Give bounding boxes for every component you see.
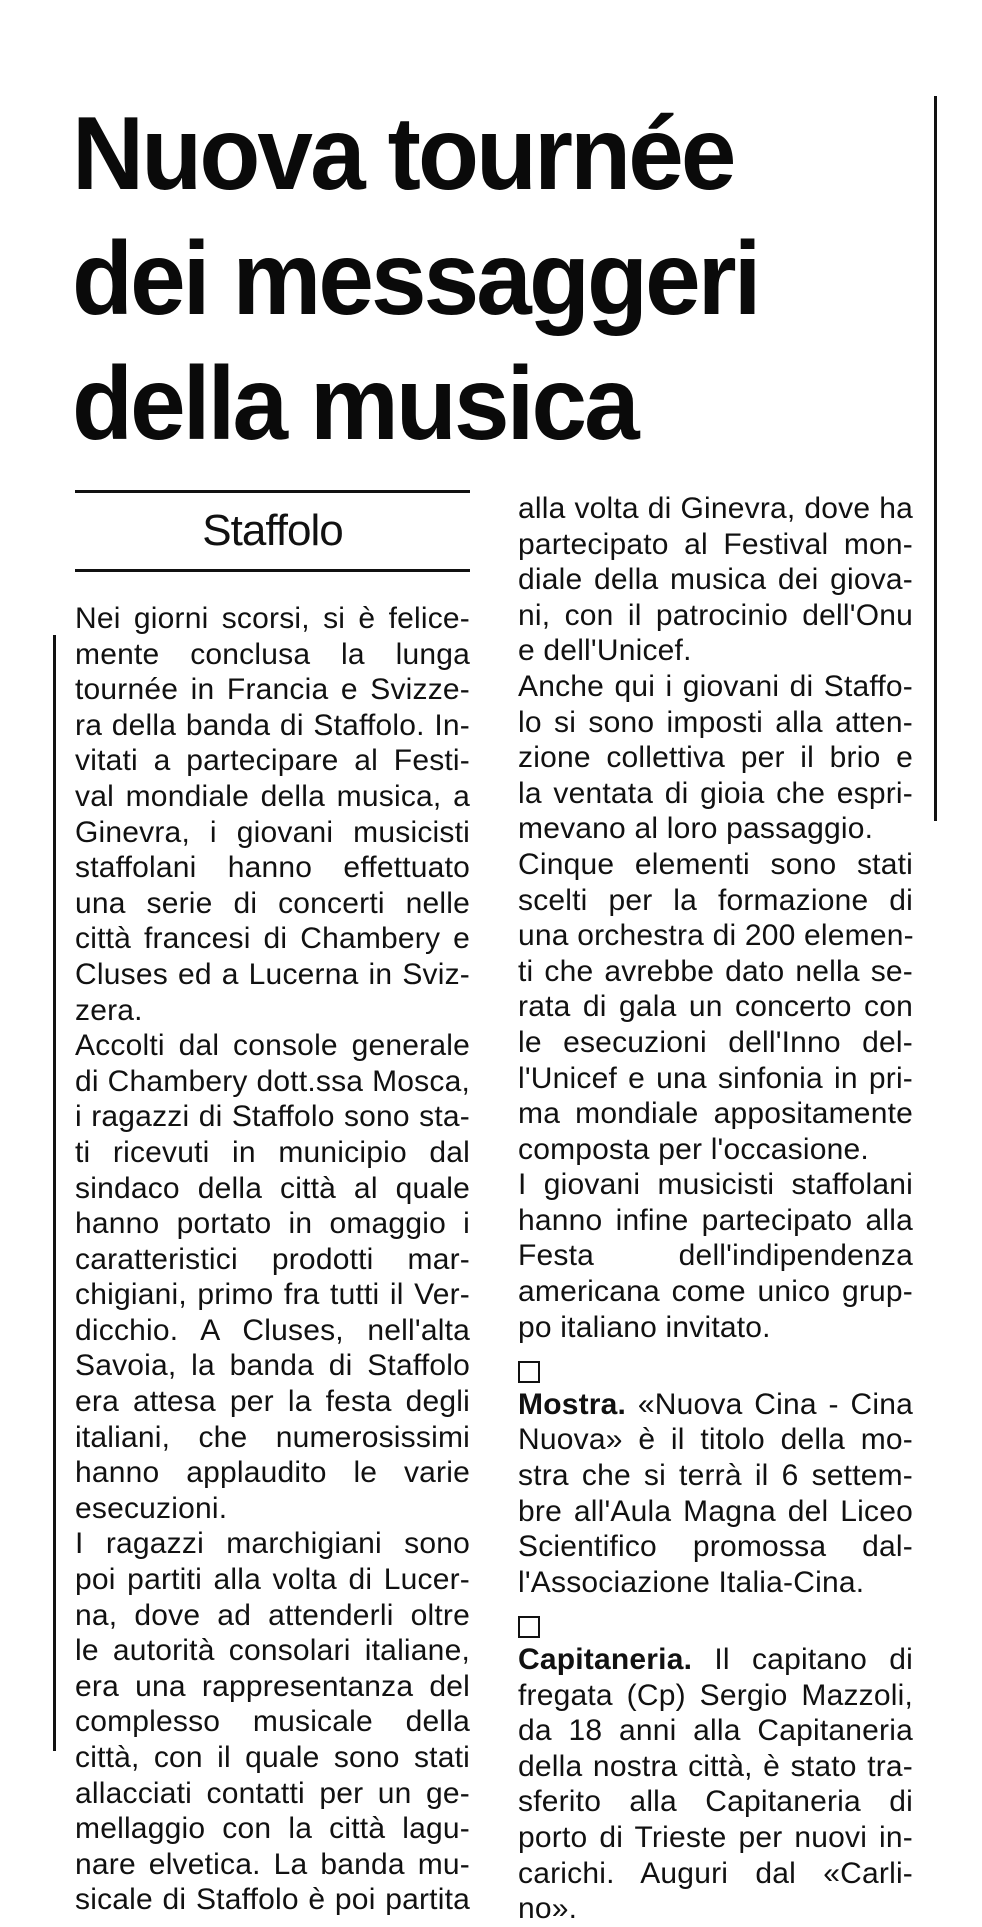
text-line bbox=[518, 1387, 913, 1423]
text-line: na, dove ad attenderli oltre bbox=[75, 1598, 470, 1632]
text-line: lo si sono imposti alla atten- bbox=[518, 705, 913, 739]
text-line: I ragazzi marchigiani sono bbox=[75, 1527, 470, 1561]
text-line: città, con il quale sono stati bbox=[75, 1741, 470, 1774]
brief-title: Capitaneria. bbox=[518, 1643, 693, 1676]
text-line: bre all'Aula Magna del Liceo bbox=[518, 1494, 913, 1528]
text-line: fregata (Cp) Sergio Mazzoli, bbox=[518, 1678, 913, 1712]
text-line: hanno applaudito le varie bbox=[75, 1456, 470, 1490]
brief-text: Il capitano di bbox=[714, 1643, 913, 1676]
text-line: vitati a partecipare al Festi- bbox=[75, 744, 470, 778]
brief-separator bbox=[518, 1606, 913, 1642]
text-line: mellaggio con la città lagu- bbox=[75, 1812, 470, 1846]
text-line: esecuzioni. bbox=[75, 1491, 228, 1525]
brief-mostra bbox=[518, 1387, 913, 1601]
dateline-bottom-rule bbox=[75, 569, 470, 572]
text-line: ra della banda di Staffolo. In- bbox=[75, 708, 470, 742]
text-line: ti che avrebbe dato nella se- bbox=[518, 954, 913, 988]
right-column bbox=[518, 491, 913, 1927]
text-line: ti ricevuti in municipio dal bbox=[75, 1135, 470, 1169]
text-line: americana come unico grup- bbox=[518, 1275, 913, 1309]
text-line: dicchio. A Cluses, nell'alta bbox=[75, 1313, 470, 1347]
text-line: e dell'Unicef. bbox=[518, 634, 692, 668]
text-line: hanno infine partecipato alla bbox=[518, 1203, 913, 1237]
headline-line: dei messaggeri bbox=[72, 221, 759, 337]
text-line: Anche qui i giovani di Staffo- bbox=[518, 669, 913, 703]
text-line: zera. bbox=[75, 993, 143, 1027]
text-line: l'Unicef e una sinfonia in pri- bbox=[518, 1061, 913, 1095]
text-line: città francesi di Chambery e bbox=[75, 922, 470, 956]
text-line: diale della musica dei giova- bbox=[518, 563, 913, 597]
text-line: sferito alla Capitaneria di bbox=[518, 1785, 913, 1819]
text-line: partecipato al Festival mon- bbox=[518, 527, 913, 561]
text-line: sicale di Staffolo è poi partita bbox=[75, 1883, 470, 1917]
text-line: carichi. Auguri dal «Carli- bbox=[518, 1856, 913, 1890]
text-line: era una rappresentanza del bbox=[75, 1669, 470, 1703]
text-line: alla volta di Ginevra, dove ha bbox=[518, 492, 913, 525]
text-line: complesso musicale della bbox=[75, 1705, 470, 1739]
right-column-rule bbox=[934, 96, 937, 821]
text-line: le autorità consolari italiane, bbox=[75, 1634, 470, 1668]
text-line: Ginevra, i giovani musicisti bbox=[75, 815, 470, 849]
text-line: staffolani hanno effettuato bbox=[75, 851, 470, 885]
text-line: mente conclusa la lunga bbox=[75, 637, 470, 671]
text-line: I giovani musicisti staffolani bbox=[518, 1168, 913, 1202]
text-line: mevano al loro passaggio. bbox=[518, 812, 874, 846]
text-line: ma mondiale appositamente bbox=[518, 1097, 913, 1131]
text-line: le esecuzioni dell'Inno del- bbox=[518, 1025, 913, 1059]
text-line bbox=[518, 1642, 913, 1678]
text-line: di Chambery dott.ssa Mosca, bbox=[75, 1064, 470, 1098]
text-line: val mondiale della musica, a bbox=[75, 779, 470, 813]
text-line: chigiani, primo fra tutti il Ver- bbox=[75, 1278, 470, 1312]
text-line: era attesa per la festa degli bbox=[75, 1385, 470, 1419]
text-line: una orchestra di 200 elemen- bbox=[518, 919, 914, 953]
text-line: Nuova» è il titolo della mo- bbox=[518, 1423, 913, 1457]
text-line: Scientifico promossa dal- bbox=[518, 1530, 913, 1564]
left-column bbox=[75, 601, 470, 1918]
text-line: la ventata di gioia che espri- bbox=[518, 776, 913, 810]
right-column-body bbox=[518, 491, 913, 1345]
text-line: Cluses ed a Lucerna in Sviz- bbox=[75, 957, 470, 991]
text-line: Accolti dal console generale bbox=[75, 1029, 470, 1063]
text-line: poi partiti alla volta di Lucer- bbox=[75, 1563, 470, 1597]
brief-text: «Nuova Cina - Cina bbox=[637, 1387, 913, 1421]
text-line: italiani, che numerosissimi bbox=[75, 1420, 470, 1454]
text-line: scelti per la formazione di bbox=[518, 883, 913, 917]
brief-separator bbox=[518, 1351, 913, 1387]
dateline: Staffolo bbox=[202, 506, 343, 555]
text-line: po italiano invitato. bbox=[518, 1310, 771, 1344]
text-line: Cinque elementi sono stati bbox=[518, 847, 913, 881]
text-line: composta per l'occasione. bbox=[518, 1132, 869, 1166]
headline bbox=[72, 92, 759, 467]
text-line: Festa dell'indipendenza bbox=[518, 1239, 913, 1273]
dateline-top-rule bbox=[75, 490, 470, 493]
text-line: hanno portato in omaggio i bbox=[75, 1207, 470, 1241]
text-line: zione collettiva per il brio e bbox=[518, 741, 913, 775]
text-line: Nei giorni scorsi, si è felice- bbox=[75, 602, 470, 635]
text-line: rata di gala un concerto con bbox=[518, 990, 913, 1024]
text-line: allacciati contatti per un ge- bbox=[75, 1776, 470, 1810]
text-line: nare elvetica. La banda mu- bbox=[75, 1847, 470, 1881]
text-line: caratteristici prodotti mar- bbox=[75, 1242, 470, 1276]
text-line: da 18 anni alla Capitaneria bbox=[518, 1714, 913, 1748]
text-line: i ragazzi di Staffolo sono sta- bbox=[75, 1100, 470, 1134]
left-margin-rule bbox=[53, 635, 56, 1751]
text-line: l'Associazione Italia-Cina. bbox=[518, 1565, 865, 1599]
brief-title: Mostra. bbox=[518, 1387, 627, 1421]
brief-capitaneria bbox=[518, 1642, 913, 1927]
text-line: una serie di concerti nelle bbox=[75, 886, 470, 920]
text-line: ni, con il patrocinio dell'Onu bbox=[518, 598, 913, 632]
text-line: della nostra città, è stato tra- bbox=[518, 1749, 913, 1783]
text-line: stra che si terrà il 6 settem- bbox=[518, 1459, 913, 1493]
text-line: sindaco della città al quale bbox=[75, 1171, 470, 1205]
text-line: tournée in Francia e Svizze- bbox=[75, 673, 470, 707]
square-bullet-icon bbox=[518, 1361, 540, 1383]
text-line: no». bbox=[518, 1892, 578, 1926]
square-bullet-icon bbox=[518, 1616, 540, 1638]
headline-line: della musica bbox=[72, 346, 637, 462]
text-line: Savoia, la banda di Staffolo bbox=[75, 1349, 470, 1383]
text-line: porto di Trieste per nuovi in- bbox=[518, 1820, 913, 1854]
headline-line: Nuova tournée bbox=[72, 96, 734, 212]
